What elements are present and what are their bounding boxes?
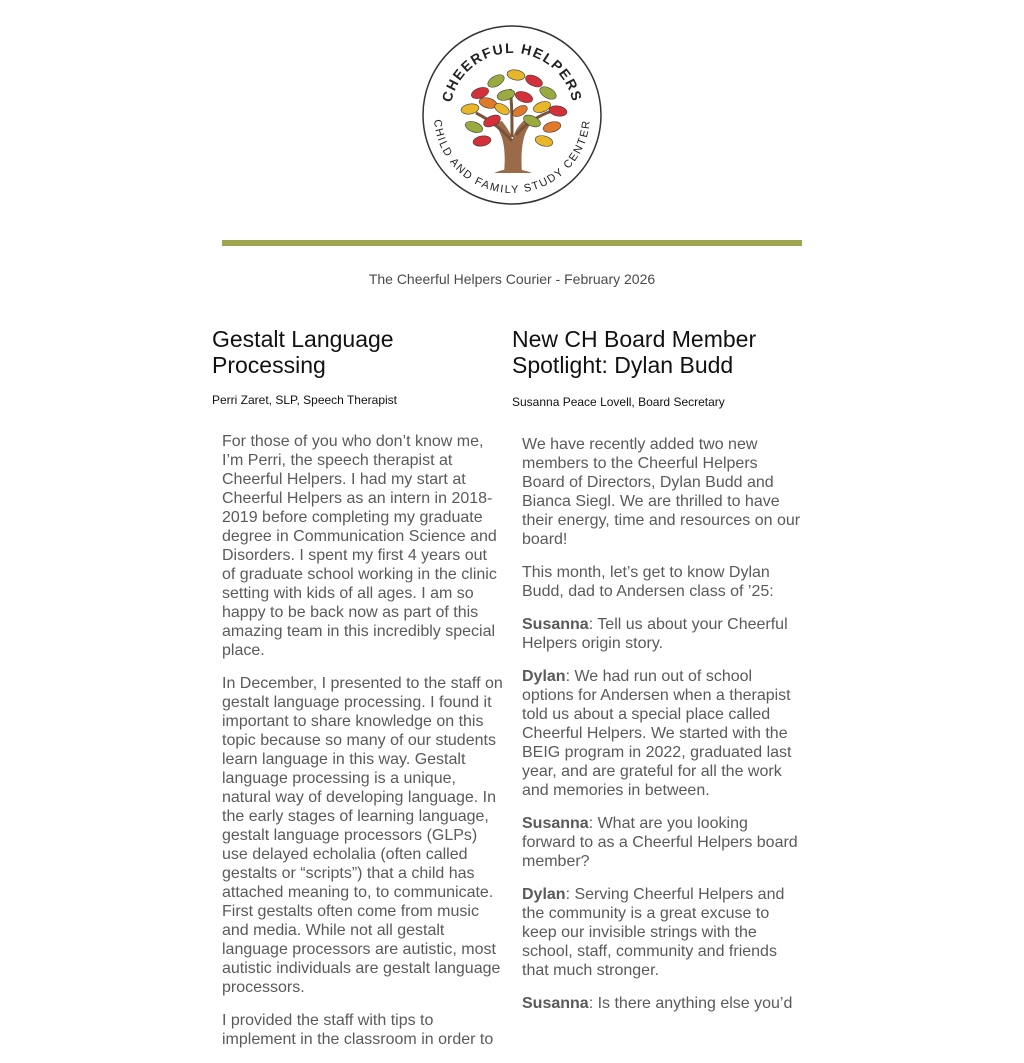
newsletter-masthead: The Cheerful Helpers Courier - February 2026 (368, 271, 656, 287)
article-title: New CH Board Member Spotlight: Dylan Budd (512, 326, 757, 378)
interview-entry (522, 814, 804, 871)
interview-text: : We had run out of school options for Andersen when a therapist told us about a special place called Cheerful Helpers. We started with the BEIG program in 2022, graduated last year, and are grateful for all the work and memories in between. (522, 668, 792, 799)
interview-text: : Tell us about your Cheerful Helpers origin story. (522, 616, 788, 652)
interview-text: : What are you looking forward to as a Cheerful Helpers board member? (522, 815, 798, 870)
interview-speaker: Susanna (522, 815, 589, 832)
interview-entry (522, 667, 804, 800)
interview-text: : Is there anything else you’d (588, 995, 793, 1012)
interview-speaker: Dylan (522, 886, 566, 903)
article-title: Gestalt Language Processing (212, 326, 394, 378)
svg-text:CHILD AND FAMILY STUDY CENTER: CHILD AND FAMILY STUDY CENTER (431, 118, 593, 197)
interview-entry (522, 994, 804, 1013)
interview-speaker: Susanna (522, 995, 589, 1012)
interview-entry (522, 885, 804, 980)
logo-emblem (420, 23, 604, 207)
organization-logo (420, 23, 604, 207)
svg-text:CHEERFUL HELPERS: CHEERFUL HELPERS (438, 39, 586, 104)
left-article (212, 326, 504, 1063)
article-paragraph: In December, I presented to the staff on gestalt language processing. I found it important to share knowledge on this topic because so many of our students learn language in this way. Gestalt language processing is a unique, natural way of developing language. In the early stages of learning language, gestalt language processors (GLPs) use delayed echolalia (often called gestalts or “scripts”) that a child has attached meaning to, to communicate. First gestalts often come from music and media. While not all gestalt language processors are autistic, most autistic individuals are gestalt language processors. (222, 675, 503, 996)
article-byline: Perri Zaret, SLP, Speech Therapist (212, 393, 397, 407)
interview-speaker: Susanna (522, 616, 589, 633)
interview-entry (522, 615, 804, 653)
article-body (512, 435, 804, 1013)
interview-speaker: Dylan (522, 668, 566, 685)
right-article (512, 326, 804, 1027)
header-divider (222, 240, 802, 246)
article-paragraph: This month, let’s get to know Dylan Budd, dad to Andersen class of ’25: (522, 564, 774, 600)
article-paragraph: I provided the staff with tips to implement in the classroom in order to (222, 1012, 494, 1048)
article-paragraph: For those of you who don’t know me, I’m Perri, the speech therapist at Cheerful Helpers. I had my start at Cheerful Helpers as an intern in 2018-2019 before completing my graduate degree in Communication Science and Disorders. I spent my first 4 years out of graduate school working in the clinic setting with kids of all ages. I am so happy to be back now as part of this amazing team in this incredibly special place. (222, 433, 497, 659)
article-byline: Susanna Peace Lovell, Board Secretary (512, 395, 725, 409)
interview-text: : Serving Cheerful Helpers and the community is a great excuse to keep our invisible strings with the school, staff, community and friends that much stronger. (522, 886, 785, 979)
article-paragraph: We have recently added two new members to the Cheerful Helpers Board of Directors, Dylan Budd and Bianca Siegl. We are thrilled to have their energy, time and resources on our board! (522, 436, 801, 548)
article-body (212, 432, 504, 1049)
